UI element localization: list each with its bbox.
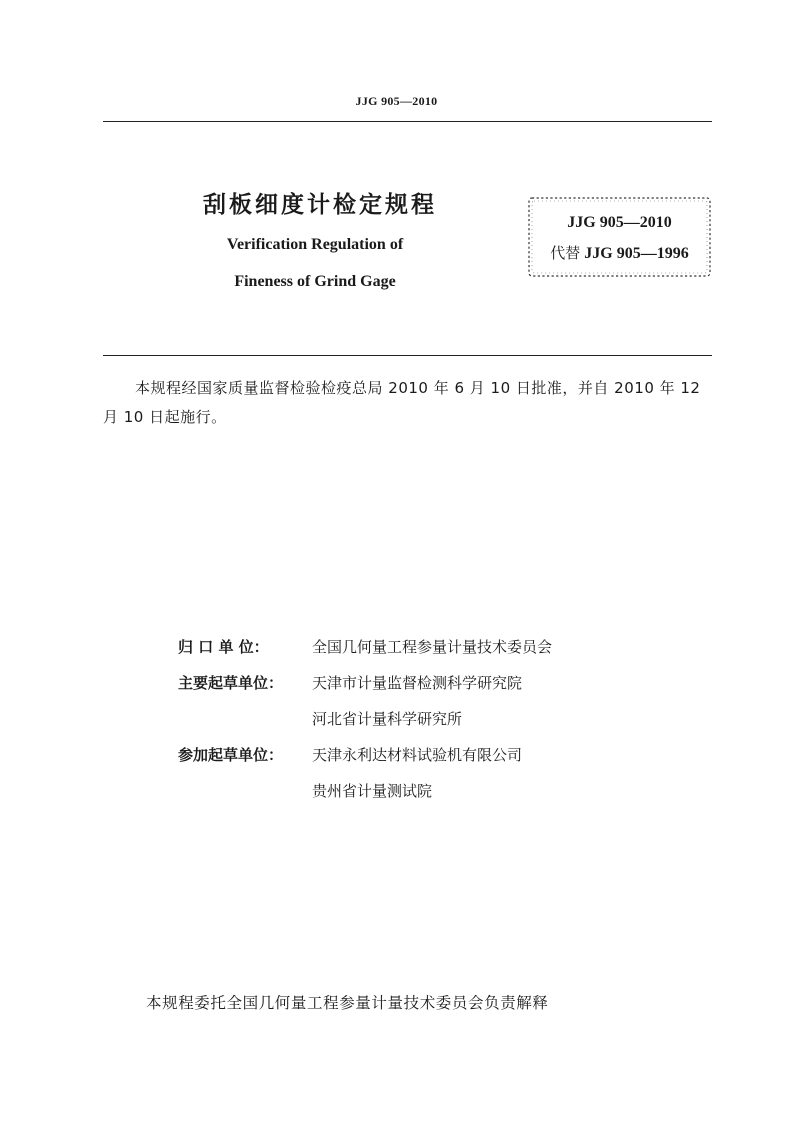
interpretation-note: 本规程委托全国几何量工程参量计量技术委员会负责解释 xyxy=(146,994,549,1012)
main-drafting-label: 主要起草单位： xyxy=(178,674,284,692)
participating-drafting-label: 参加起草单位： xyxy=(178,746,284,764)
header-divider xyxy=(103,121,712,122)
title-english-line1: Verification Regulation of xyxy=(226,236,404,253)
responsible-unit-label: 归 口 单 位： xyxy=(178,638,269,656)
responsible-unit-value: 全国几何量工程参量计量技术委员会 xyxy=(312,638,553,656)
participating-drafting-value-2: 贵州省计量测试院 xyxy=(312,782,433,800)
title-english-line2: Fineness of Grind Gage xyxy=(234,273,396,290)
replaces-code: JJG 905—1996 xyxy=(584,245,689,262)
replaces-prefix: 代替 xyxy=(550,244,581,262)
page-header-code: JJG 905—2010 xyxy=(355,94,438,108)
replaces-line xyxy=(527,242,712,263)
participating-drafting-value-1: 天津永利达材料试验机有限公司 xyxy=(312,746,523,764)
standard-code: JJG 905—2010 xyxy=(567,214,672,231)
standard-code-box xyxy=(527,196,712,278)
approval-statement: 本规程经国家质量监督检验检疫总局 2010 年 6 月 10 日批准，并自 2010 年 12 月 10 日起施行。 xyxy=(103,379,701,426)
title-chinese: 刮板细度计检定规程 xyxy=(203,192,437,218)
main-drafting-value-2: 河北省计量科学研究所 xyxy=(312,710,463,728)
section-divider xyxy=(103,355,712,356)
main-drafting-value-1: 天津市计量监督检测科学研究院 xyxy=(312,674,523,692)
code-box-border xyxy=(527,196,712,278)
